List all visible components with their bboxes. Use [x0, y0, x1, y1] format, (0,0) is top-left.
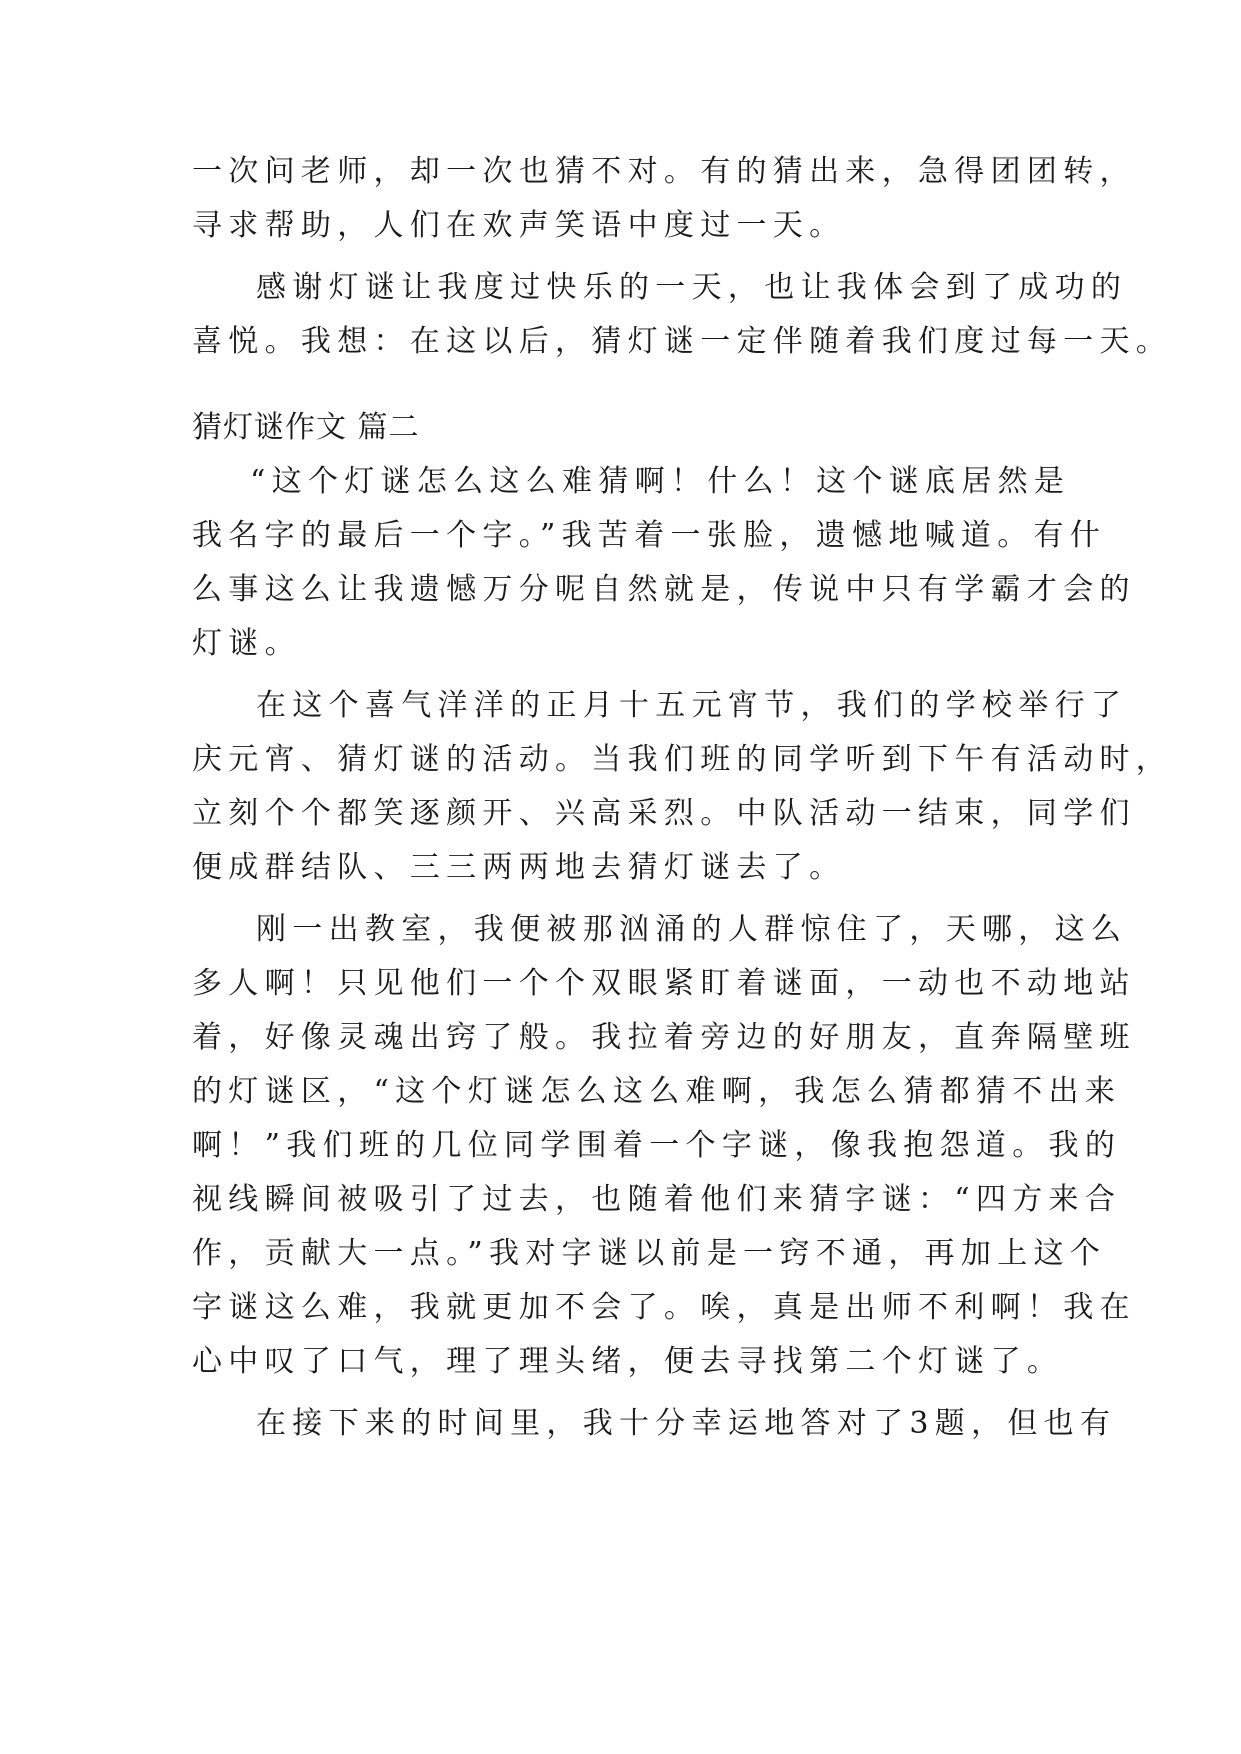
paragraph-start-line: 在这个喜气洋洋的正月十五元宵节，我们的学校举行了: [256, 688, 1128, 723]
paragraph-start-line: 在接下来的时间里，我十分幸运地答对了3题，但也有: [256, 1406, 1117, 1441]
text-line: 作，贡献大一点。”我对字谜以前是一窍不通，再加上这个: [192, 1236, 1107, 1271]
text-line: 喜悦。我想：在这以后，猜灯谜一定伴随着我们度过每一天。: [192, 324, 1173, 359]
text-line: 么事这么让我遗憾万分呢自然就是，传说中只有学霸才会的: [192, 572, 1136, 607]
text-line: 寻求帮助，人们在欢声笑语中度过一天。: [192, 208, 846, 243]
text-line: 立刻个个都笑逐颜开、兴高采烈。中队活动一结束，同学们: [192, 796, 1136, 831]
text-line: 心中叹了口气，理了理头绪，便去寻找第二个灯谜了。: [192, 1344, 1064, 1379]
text-line: 便成群结队、三三两两地去猜灯谜去了。: [192, 850, 846, 885]
text-line: 我名字的最后一个字。”我苦着一张脸，遗憾地喊道。有什: [192, 518, 1107, 553]
text-line: 多人啊！只见他们一个个双眼紧盯着谜面，一动也不动地站: [192, 966, 1136, 1001]
text-line: 的灯谜区，“这个灯谜怎么这么难啊，我怎么猜都猜不出来: [192, 1074, 1122, 1109]
text-line: 灯谜。: [192, 626, 301, 661]
text-line: 庆元宵、猜灯谜的活动。当我们班的同学听到下午有活动时，: [192, 742, 1173, 777]
text-line: 一次问老师，却一次也猜不对。有的猜出来，急得团团转，: [192, 154, 1136, 189]
text-line: 啊！”我们班的几位同学围着一个字谜，像我抱怨道。我的: [192, 1128, 1122, 1163]
text-line: 着，好像灵魂出窍了般。我拉着旁边的好朋友，直奔隔壁班: [192, 1020, 1136, 1055]
paragraph-start-line: 刚一出教室，我便被那汹涌的人群惊住了，天哪，这么: [256, 912, 1128, 947]
text-line: 视线瞬间被吸引了过去，也随着他们来猜字谜：“四方来合: [192, 1182, 1122, 1217]
text-line: 字谜这么难，我就更加不会了。唉，真是出师不利啊！我在: [192, 1290, 1136, 1325]
section-heading: 猜灯谜作文 篇二: [192, 410, 420, 445]
paragraph-start-line: “这个灯谜怎么这么难猜啊！什么！这个谜底居然是: [250, 464, 1071, 499]
paragraph-start-line: 感谢灯谜让我度过快乐的一天，也让我体会到了成功的: [256, 270, 1128, 305]
